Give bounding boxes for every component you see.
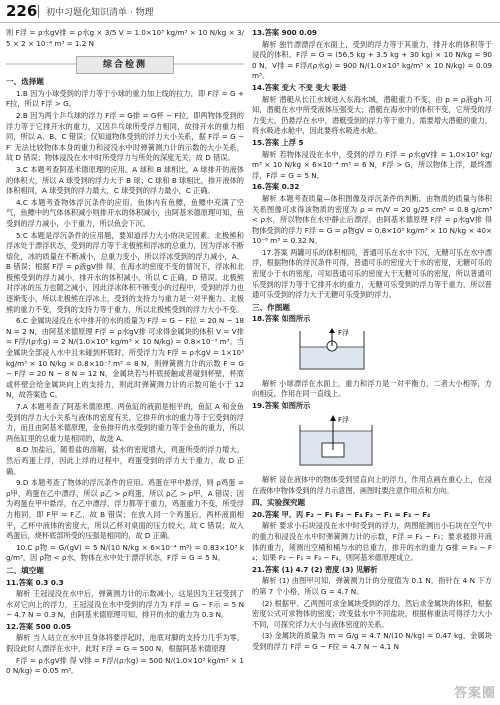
answer-line: 19.答案 如图所示 (252, 400, 311, 410)
figure-18 (292, 327, 492, 377)
choice-answer: 2.B 因为两个乒乓球的浮力 F浮 = G排 = G杯 − F拉，即两物体受到的浮力等于它排开水的重力，又因乒乓球所受浮力相同，故排开水的重力相同，所以 A、B、C 错误；仅知道物体受到的浮力大小关系，据 F浮 = G − F′ 无法比较物体本身的重力和浸没水中时弹簧测力计的示数的大小关系，故 D 错误；物体浸没在水中时所受浮力与所处的深度无关，故 D 错误。 (6, 110, 244, 163)
explanation: 解析 (1) 由图甲可知，弹簧测力计的分度值为 0.1 N，指针在 4 N 下方的第 7 个小格，所以 G = 4.7 N。 (252, 576, 492, 596)
fill-explanation: 解析 王冠浸没在水中后，弹簧测力计的示数减小，这是因为王冠受到了水对它向上的浮力，王冠浸没在水中受到的浮力为 F浮 = G − F示 = 5 N − 4.7 N = 0.3 N，由阿基米德原理可知，排开的水的重力为 0.3 N。 (6, 589, 244, 620)
explanation: 解析 独竹漂漂浮在水面上，受到的浮力等于其重力，排开水的体积等于浸没的体积。F浮 = G = (56.5 kg + 3.5 kg + 30 kg) × 10 N/kg = 900 N，V排 = F浮/(ρ水g) = 900 N/(1.0×10³ kg/m³ × 10 N/kg) = 0.09 m³。 (252, 39, 492, 81)
fill-answer: 12.答案 500 0.05 (6, 621, 71, 631)
choice-answer: 6.C 金属块浸没在水中排开的水的质量为 F浮 = G − F拉 = 20 N − 18 N = 2 N，由阿基米德原理 F浮 = ρ水gV排 可求得金属块的体积 V = V排 = F浮/(ρ水g) = 2 N/(1.0×10³ kg/m³ × 10 N/kg) = 0.8×10⁻³ m³。当金属块全部浸入水中且未碰到杯底时，所受浮力为 F浮 = ρ水gV = 1×10³ kg/m³ × 10 N/kg × 0.8×10⁻³ m³ = 8 N，则弹簧测力计的示数 F = G − F浮 = 20 N − 8 N = 12 N，金属块若与杯底接触或者碰到杯壁，杯底或杯壁会给金属块向上的支持力，则此时弹簧测力计的示数可能小于 12 N，故答案选 C。 (6, 316, 244, 400)
explanation: 解析 潜艇从长江水域进入东海水域，潜艇重力不变，由 p = ρ液gh 可知，潜艇在水中所受液体压强变大；潜艇在海水中的体积不变，它所受的浮力变大，仍悬浮在水中，潜艇受到的浮力等于重力，需要增大潜艇的重力，将水吸进水舱中，因此要将水吸进水舱。 (252, 94, 492, 136)
fill-answer: 11.答案 0.3 0.3 (6, 577, 64, 587)
submerged-block-diagram (292, 413, 382, 469)
figure-19 (292, 413, 492, 473)
section-heading-choice: 一、选择题 (6, 77, 44, 87)
answer-line: 20.答案 甲、丙 F₂ − F₁ F₃ − F₄ F₂ − F₁ = F₃ − F₄ (252, 509, 431, 519)
choice-answer: 9.D 本题考查了物体的浮沉条件的应用。鸡蛋在甲中悬浮，则 ρ鸡蛋 = ρ甲，鸡蛋在乙中漂浮，所以 ρ乙 > ρ鸡蛋，所以 ρ乙 > ρ甲，A 错误；因为鸡蛋在甲中悬浮，在乙中漂浮，浮力都等于重力，鸡蛋重力不变，所受浮力相同，即 F甲 = F乙，故 B 错误；在放入同一个鸡蛋后，两杯液面相平，乙杯中液体的密度大，所以乙杯对桌面的压力较大，故 C 错误；故入鸡蛋后，烧杯底部所受的压强是相同的，故 D 正确。 (6, 478, 244, 541)
explanation: 解析 小球漂浮在水面上，重力和浮力是一对平衡力，二者大小相等，方向相反，作用在同一直线上。 (252, 378, 492, 399)
explanation: (3) 金属块的质量为 m = G/g = 4.7 N/(10 N/kg) = 0.47 kg，金属块受到的浮力 F浮 = G − F拉 = 4.7 N − 4.1 N (252, 631, 492, 651)
choice-answer: 3.C 本题考查阿基米德原理的应用。A 球和 B 球相比，A 球排开的液体的体积大，所以 A 球受到的浮力大于 B 球；C 球和 B 球相比，排开液体的体积相同，A 球受到的浮力最大，C 球受到的浮力最小，C 正确。 (6, 164, 244, 196)
left-column (6, 28, 244, 678)
explanation: (2) 根据甲、乙两图可求金属块受到的浮力，然后求金属块的体积，根据密度公式可求物体的密度；改变盐水中不同盐块，根据称重法可得浮力大小不同，可探究浮力大小与液体密度的关系。 (252, 598, 492, 629)
choice-answer: 4.C 本题考查物体浮沉条件的应用。鱼体内有鱼鳔，鱼鳔中充满了空气，鱼鳔中的气体体积减小则排开水的体积减小，由阿基米德原理可知，鱼受到的浮力减小，小于重力，所以鱼会下沉。 (6, 197, 244, 228)
choice-answer: 7.A 本题考查了阿基米德原理。两鱼缸的液面是相平的，鱼缸 A 和金鱼受到的浮力大小关系与液体的密度有关，它排开的水的重力等于它受到的浮力，而且由阿基米德原理，金鱼排开的水受到的重力等于金鱼的重力，所以两鱼缸里的总重力是相同的，故选 A。 (6, 402, 244, 443)
explanation: 解析 要求小石块浸没在水中时受到的浮力，两图能测出小石块在空气中的重力和浸没在水中时弹簧测力计的示数，F浮 = F₂ − F₁；要求被排开液体的重力，须测出空桶和桶与水的总重力，排开的水的重力 G排 = F₃ − F₄；如果 F₂ − F₁ = F₃ − F₄，则阿基米德原理成立。 (252, 521, 492, 563)
section-heading-experiment: 四、实验探究题 (252, 498, 306, 508)
page-header (0, 0, 500, 23)
section-heading-fill: 二、填空题 (6, 565, 44, 575)
buoyancy-label: F浮 (338, 416, 350, 425)
book-title: 初中习题化知识清单 · 物理 (46, 8, 154, 18)
explanation: 解析 本题考查质量—体积图像及浮沉条件的判断。由物质的质量与体积关系图像可求得该物质的密度为 ρ = m/V = 20 g/25 cm³ = 0.8 g/cm³ < ρ水，所以物体在水中静止后漂浮，由阿基米德原理 F浮 = ρ水gV排 得物体受到的浮力 F浮 = G = ρ物gV = 0.8×10³ kg/m³ × 10 N/kg × 40×10⁻⁶ m³ = 0.32 N。 (252, 193, 492, 246)
answer-line: 18.答案 如图所示 (252, 314, 311, 324)
answer-line: 14.答案 变大 不变 变大 吸进 (252, 82, 347, 92)
choice-answer: 5.C 本题是浮沉条件的应用题，要知道浮力大小的决定因素。北极熊和浮冰处于漂浮状态，受到的浮力等于北极熊和浮冰的总重力，因为浮冰不断熔化，冰的质量在不断减小，总重力变小，所以浮冰受到的浮力减小，A、B 错误；根据 F浮 = ρ液gV排 得，在海水的密度不变的情况下，浮冰和北极熊受到的浮力减小，排开水的体积减小，所以 C 正确，D 错误。北极熊对浮冰的压力也随之减小，因此浮冰体积不断变小的过程中，受到的浮力也逐渐变小，所以北极熊在浮冰上，受到的支持力与重力是一对平衡力。北极熊的重力不变，受到的支持力等于重力，所以北极熊受到的浮力大小不变。 (6, 230, 244, 314)
section-banner (6, 55, 244, 73)
buoyancy-label: F浮 (338, 329, 350, 338)
answer-line: 21.答案 (1) 4.7 (2) 密度 (3) 见解析 (252, 564, 378, 574)
fill-explanation: F浮 = ρ水gV排 得 V排 = F浮/(ρ水g) = 500 N/(1.0×10³ kg/m³ × 10 N/kg) = 0.05 m³。 (6, 655, 244, 676)
explanation: 解析 若物体浸没在水中，受到的浮力 F浮 = ρ水gV排 = 1.0×10³ kg/m³ × 10 N/kg × 6×10⁻⁴ m³ = 6 N，F浮 > G，所以物体上浮，最终漂浮，F浮 = G = 5 N。 (252, 149, 492, 180)
section-heading-drawing: 三、作图题 (252, 302, 290, 312)
choice-answer: 10.C ρ物 = G/(gV) = 5 N/(10 N/kg × 6×10⁻⁴ m³) = 0.83×10³ kg/m³，因 ρ物 < ρ水，物体在水中处于漂浮状态，F浮 = G = 5 N。 (6, 542, 244, 563)
floating-ball-diagram (292, 327, 382, 373)
choice-answer: 8.D 加盐后，随着盐的溶解，盐水的密度增大，鸡蛋所受的浮力增大，然后鸡蛋上浮，因此上浮的过程中，鸡蛋受到的浮力大于重力，故 D 正确。 (6, 445, 244, 476)
answer-line: 16.答案 0.32 (252, 182, 300, 192)
choice-answer: 1.B 因为小球受到的浮力等于小球的重力加上线的拉力，即 F浮 = G + F拉，所以 F浮 > G。 (6, 88, 244, 109)
answer-continued: 则 F浮 = ρ水gV排 = ρ水g × 3/5 V = 1.0×10³ kg/m³ × 10 N/kg × 3/5 × 2 × 10⁻⁴ m³ = 1.2 N (6, 28, 244, 48)
banner-title: 综合检测 (76, 56, 174, 74)
fill-explanation: 解析 当人站立在水中且身体将要浮起时，池底对脚的支持力几乎为零，假设此时人漂浮在水中，此时 F浮 = G = 500 N，根据阿基米德原理 (6, 633, 244, 654)
answer-line: 13.答案 900 0.09 (252, 28, 317, 37)
watermark-logo: 答案圈 (453, 686, 496, 701)
right-column (252, 28, 492, 654)
explanation: 解析 浸在液体中的物体受到竖直向上的浮力，作用点画在重心上，在浸在液体中物体受到的浮力示意图，画图时要注意作用点和方向。 (252, 475, 492, 495)
explanation: 17.答案 两罐可乐的体积相同，普通可乐在水中下沉，无糖可乐在水中漂浮，根据物体的浮沉条件可得，普通可乐的密度大于水的密度，无糖可乐的密度小于水的密度，可知普通可乐的密度大于无糖可乐的密度，所以普通可乐受到的浮力等于它排开水的重力，无糖可乐受到的浮力等于重力，所以普通可乐受到的浮力大于无糖可乐受到的浮力。 (252, 247, 492, 300)
header-divider (38, 5, 39, 18)
page-number: 226 (6, 2, 38, 20)
answer-line: 15.答案 上浮 5 (252, 137, 304, 147)
